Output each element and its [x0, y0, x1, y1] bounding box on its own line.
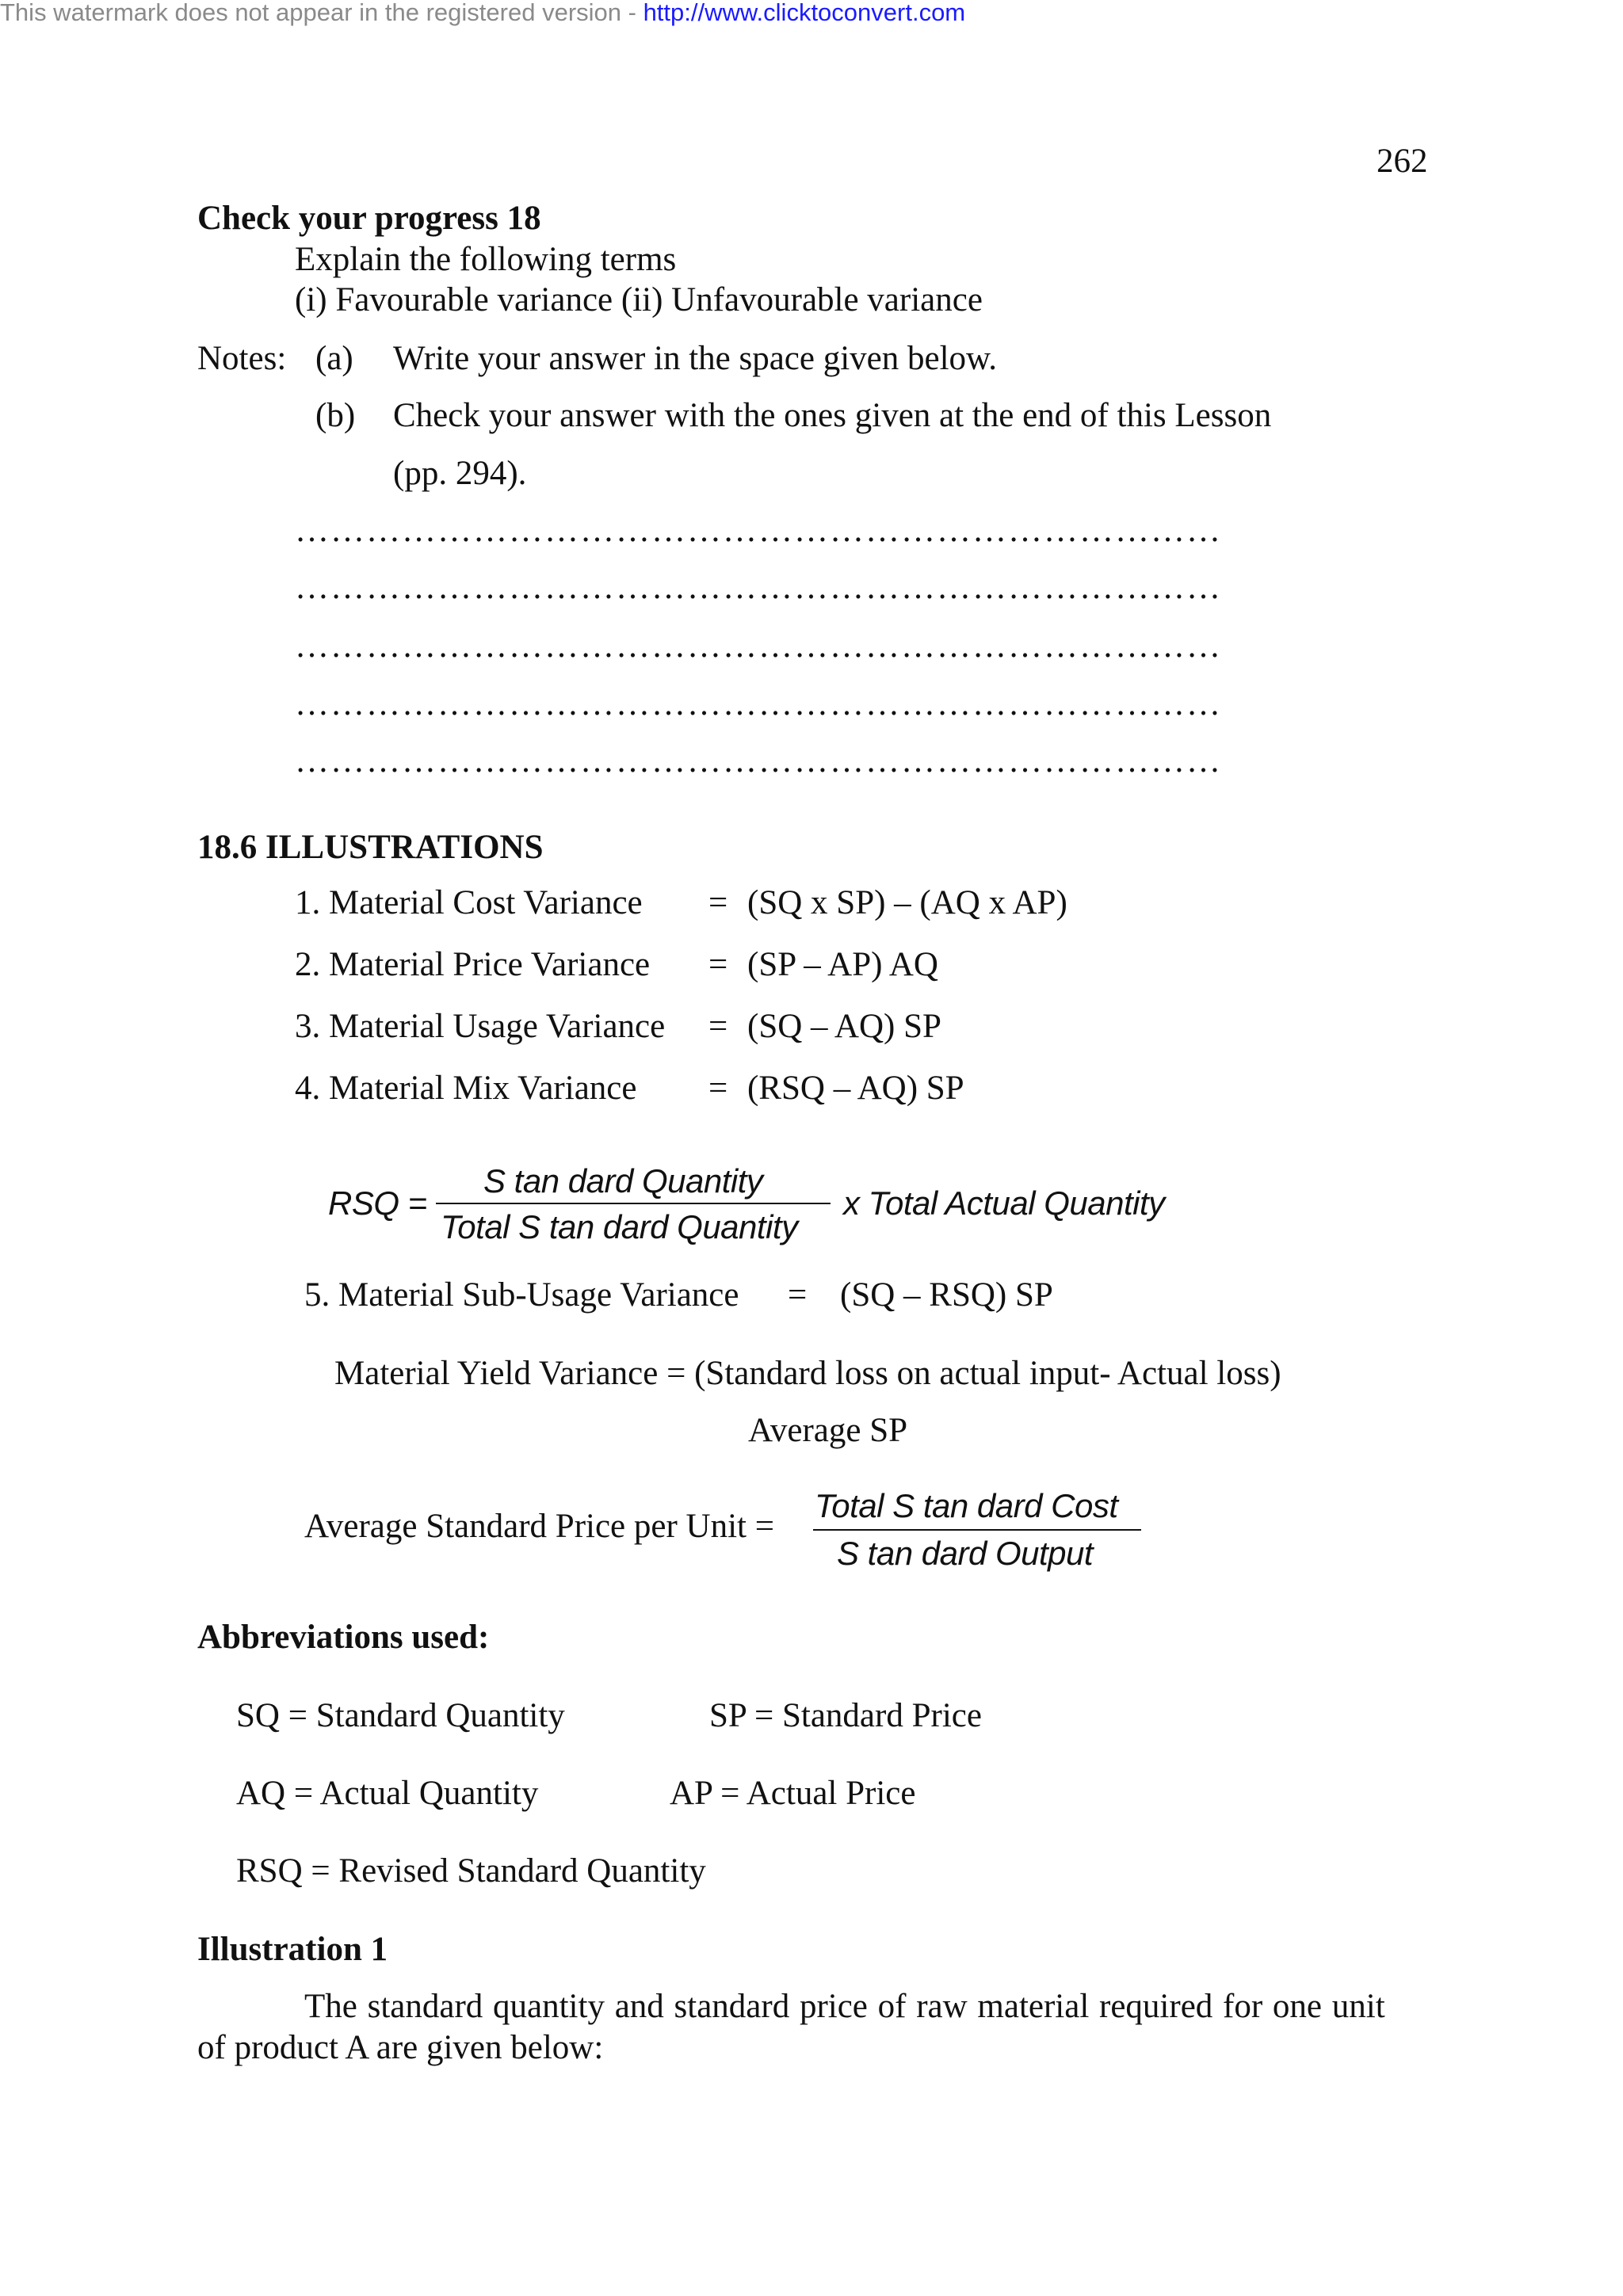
- note-b-text: Check your answer with the ones given at the end of this Lesson: [393, 397, 1272, 434]
- avg-price-lhs: Average Standard Price per Unit =: [304, 1508, 774, 1545]
- note-b-label: (b): [315, 397, 356, 434]
- rsq-denominator: Total S tan dard Quantity: [441, 1208, 798, 1245]
- sub-usage-equals: =: [788, 1276, 808, 1314]
- watermark: [0, 0, 965, 25]
- formula-expression: (RSQ – AQ) SP: [747, 1070, 964, 1107]
- avg-price-fraction-bar: [813, 1529, 1141, 1531]
- avg-price-denominator: S tan dard Output: [837, 1535, 1094, 1572]
- formula-equals: =: [708, 946, 728, 983]
- illustration-1-line-1: The standard quantity and standard price of raw material required for one unit: [304, 1988, 1385, 2025]
- formula-equals: =: [708, 884, 728, 921]
- illustrations-heading: 18.6 ILLUSTRATIONS: [197, 829, 544, 866]
- formula-expression: (SP – AP) AQ: [747, 946, 938, 983]
- progress-line-1: Explain the following terms: [295, 241, 677, 278]
- note-b-continuation: (pp. 294).: [393, 455, 527, 492]
- formula-name: 3. Material Usage Variance: [295, 1008, 666, 1045]
- sub-usage-name: 5. Material Sub-Usage Variance: [304, 1276, 739, 1314]
- answer-line: ……………………………………………………………………: [295, 685, 1222, 723]
- formula-expression: (SQ – AQ) SP: [747, 1008, 941, 1045]
- answer-line: ……………………………………………………………………: [295, 627, 1222, 665]
- watermark-text: This watermark does not appear in the registered version -: [0, 0, 643, 26]
- formula-name: 4. Material Mix Variance: [295, 1070, 637, 1107]
- progress-heading: Check your progress 18: [197, 200, 541, 237]
- formula-equals: =: [708, 1008, 728, 1045]
- formula-expression: (SQ x SP) – (AQ x AP): [747, 884, 1067, 921]
- answer-line: ……………………………………………………………………: [295, 512, 1222, 549]
- abbr-rsq: RSQ = Revised Standard Quantity: [236, 1852, 706, 1890]
- rsq-lhs: RSQ =: [328, 1184, 427, 1222]
- note-a-label: (a): [315, 340, 353, 377]
- notes-label: Notes:: [197, 340, 287, 377]
- note-a-text: Write your answer in the space given below.: [393, 340, 998, 377]
- answer-line: ……………………………………………………………………: [295, 742, 1222, 780]
- yield-variance: Material Yield Variance = (Standard loss on actual input- Actual loss): [334, 1355, 1281, 1392]
- abbreviations-heading: Abbreviations used:: [197, 1619, 490, 1656]
- rsq-rhs: x Total Actual Quantity: [843, 1184, 1165, 1222]
- avg-price-numerator: Total S tan dard Cost: [815, 1487, 1118, 1524]
- abbr-aq: AQ = Actual Quantity: [236, 1775, 539, 1812]
- formula-name: 1. Material Cost Variance: [295, 884, 643, 921]
- illustration-1-line-2: of product A are given below:: [197, 2029, 604, 2066]
- watermark-link[interactable]: http://www.clicktoconvert.com: [643, 0, 966, 26]
- answer-line: ……………………………………………………………………: [295, 569, 1222, 606]
- abbr-sq: SQ = Standard Quantity: [236, 1697, 565, 1734]
- formula-name: 2. Material Price Variance: [295, 946, 651, 983]
- rsq-fraction-bar: [436, 1203, 831, 1204]
- abbr-ap: AP = Actual Price: [670, 1775, 916, 1812]
- illustration-1-heading: Illustration 1: [197, 1931, 388, 1968]
- page-number: 262: [1377, 143, 1428, 180]
- abbr-sp: SP = Standard Price: [709, 1697, 982, 1734]
- progress-line-2: (i) Favourable variance (ii) Unfavourable variance: [295, 281, 983, 318]
- rsq-numerator: S tan dard Quantity: [483, 1162, 763, 1199]
- sub-usage-expression: (SQ – RSQ) SP: [840, 1276, 1053, 1314]
- yield-average-sp: Average SP: [748, 1412, 908, 1449]
- formula-equals: =: [708, 1070, 728, 1107]
